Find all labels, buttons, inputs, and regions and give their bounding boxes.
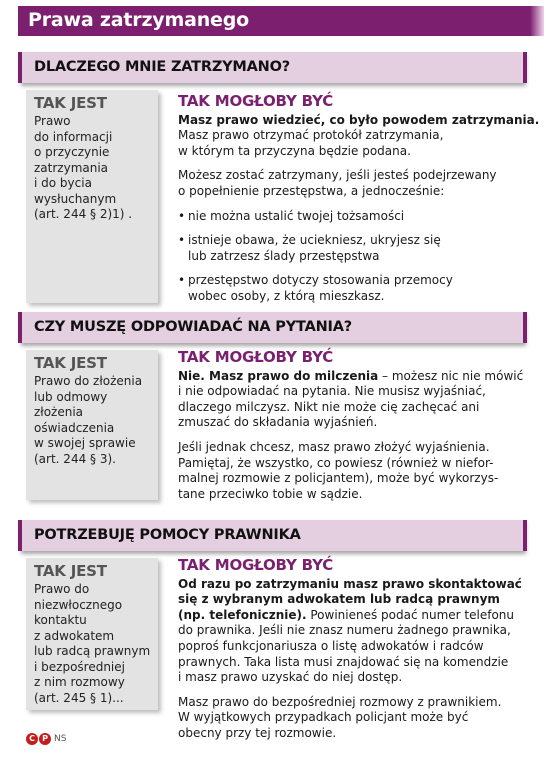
author-initials: NS bbox=[54, 734, 67, 744]
left-column-2 bbox=[26, 350, 158, 500]
left-text-2: Prawo do złożenia lub odmowy złożenia oświadczenia w swojej sprawie (art. 244 § 3). bbox=[34, 374, 143, 466]
section-heading-1: DLACZEGO MNIE ZATRZYMANO? bbox=[18, 52, 523, 83]
right-label-1: TAK MOGŁOBY BYĆ bbox=[178, 92, 334, 110]
paragraph-3-2: Masz prawo do bezpośredniej rozmowy z prawnikiem. W wyjątkowych przypadkach policjant może być obecny przy tej rozmowie. bbox=[178, 694, 502, 740]
paragraph-2-1: Nie. Masz prawo do milczenia – możesz nic nie mówić i nie odpowiadać na pytania. Nie musisz wyjaśniać, dlaczego milczysz. Nikt nie może cię zachęcać ani zmuszać do składania wyjaśnień. bbox=[178, 368, 524, 430]
right-label-2: TAK MOGŁOBY BYĆ bbox=[178, 348, 334, 366]
left-column-3 bbox=[26, 558, 158, 710]
left-text-1: Prawo do informacji o przyczynie zatrzymania i do bycia wysłuchanym (art. 244 § 2)1) . bbox=[34, 114, 133, 221]
footer-credit bbox=[26, 733, 66, 745]
publisher-logo-icon: C P bbox=[26, 733, 51, 745]
left-label-2: TAK JEST bbox=[34, 354, 107, 372]
right-column-2 bbox=[178, 350, 528, 511]
page-title: Prawa zatrzymanego bbox=[18, 6, 530, 36]
bullet-item: • nie można ustalić twojej tożsamości bbox=[178, 209, 528, 225]
paragraph-3-1: Od razu po zatrzymaniu masz prawo skontaktować się z wybranym adwokatem lub radcą prawnym (np. telefonicznie). Powinieneś podać numer telefonu do prawnika. Jeśli nie znasz numeru żadnego prawnika, poproś funkcjonariusza o listę adwokatów i radców prawnych. Taka lista musi znajdować się na komendzie i masz prawo uzyskać do niej dostęp. bbox=[178, 576, 522, 685]
right-label-3: TAK MOGŁOBY BYĆ bbox=[178, 556, 334, 574]
paragraph-1-1: Masz prawo wiedzieć, co było powodem zatrzymania. Masz prawo otrzymać protokół zatrzymania, w którym ta przyczyna będzie podana. bbox=[178, 112, 540, 158]
right-column-3 bbox=[178, 558, 528, 751]
left-label-3: TAK JEST bbox=[34, 562, 107, 580]
left-label-1: TAK JEST bbox=[34, 94, 107, 112]
paragraph-1-2: Możesz zostać zatrzymany, jeśli jesteś podejrzewany o popełnienie przestępstwa, a jednocześnie: bbox=[178, 168, 497, 198]
section-heading-2: CZY MUSZĘ ODPOWIADAĆ NA PYTANIA? bbox=[18, 312, 523, 343]
left-text-3: Prawo do niezwłocznego kontaktu z adwokatem lub radcą prawnym i bezpośredniej z nim rozmowy (art. 245 § 1)... bbox=[34, 582, 151, 705]
right-column-1 bbox=[178, 92, 540, 314]
section-heading-3: POTRZEBUJĘ POMOCY PRAWNIKA bbox=[18, 520, 523, 551]
paragraph-2-2: Jeśli jednak chcesz, masz prawo złożyć wyjaśnienia. Pamiętaj, że wszystko, co powiesz (również w niefor- malnej rozmowie z policjantem), może być wykorzys- tane przeciwko tobie w sądzie. bbox=[178, 439, 499, 501]
bullet-item: • istnieje obawa, że uciekniesz, ukryjesz się lub zatrzesz ślady przestępstwa bbox=[178, 233, 528, 264]
left-column-1 bbox=[26, 90, 158, 303]
bullet-item: • przestępstwo dotyczy stosowania przemocy wobec osoby, z którą mieszkasz. bbox=[178, 273, 528, 304]
